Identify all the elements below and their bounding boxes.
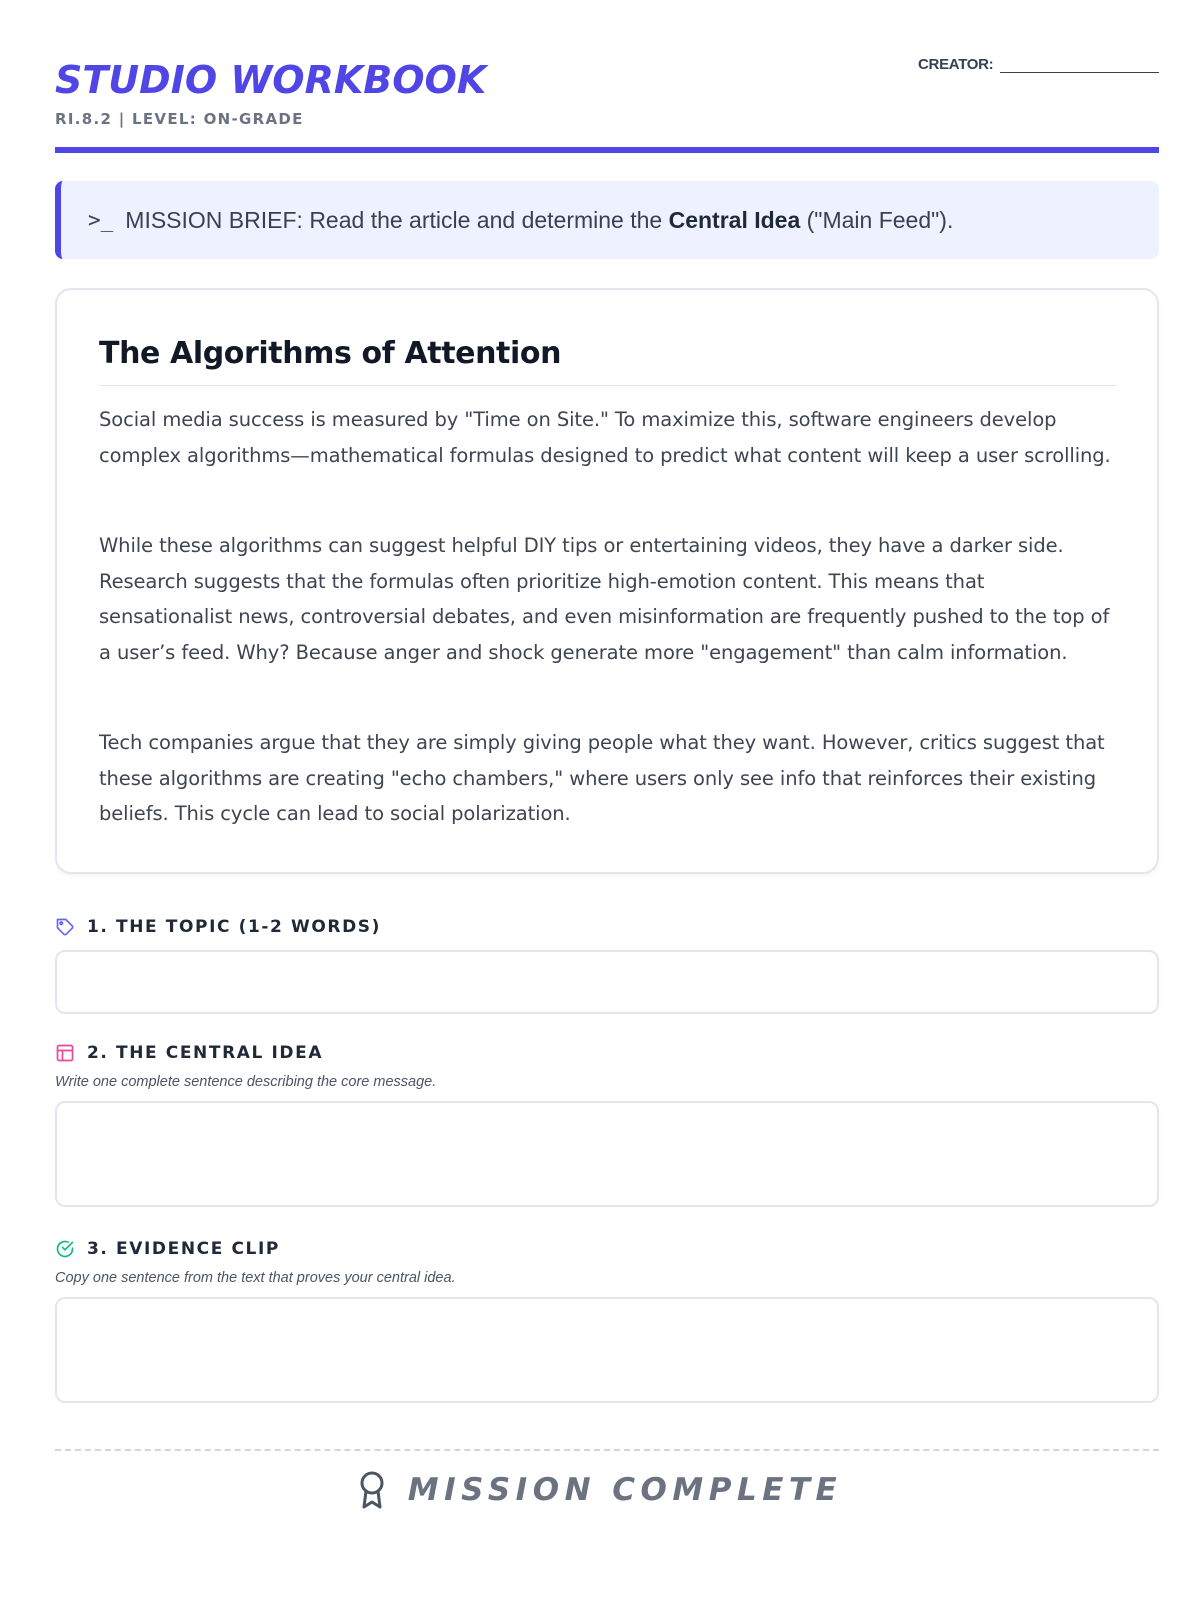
question-2-label (55, 1043, 323, 1063)
question-2-hint: Write one complete sentence describing the core message. (55, 1074, 437, 1090)
check-circle-icon (55, 1239, 75, 1259)
topic-answer-field[interactable] (55, 950, 1159, 1014)
terminal-prompt-icon: >_ (88, 208, 114, 232)
brief-prefix: MISSION BRIEF: Read the article and determine the (125, 206, 669, 233)
question-1-label (55, 917, 381, 937)
footer-divider (55, 1449, 1159, 1451)
brief-text (125, 207, 953, 234)
header-divider (55, 147, 1159, 153)
article-paragraph: While these algorithms can suggest helpful DIY tips or entertaining videos, they have a darker side. Research suggests that the formulas often prioritize high-emotion content. This means that sensationalist news, controversial debates, and even misinformation are frequently pushed to the top of a user’s feed. Why? Because anger and shock generate more "engagement" than calm information. (99, 534, 1110, 664)
article-title: The Algorithms of Attention (99, 336, 562, 371)
tag-icon (55, 917, 75, 937)
mission-complete-text: MISSION COMPLETE (407, 1472, 843, 1508)
footer (0, 1470, 1200, 1510)
article-paragraph: Social media success is measured by "Time on Site." To maximize this, software engineers develop complex algorithms—mathematical formulas designed to predict what content will keep a user scrolling. (99, 408, 1111, 467)
evidence-answer-field[interactable] (55, 1297, 1159, 1403)
question-3-label (55, 1239, 280, 1259)
page-title: STUDIO WORKBOOK (55, 58, 487, 102)
brief-emphasis: Central Idea (668, 206, 801, 233)
article-title-divider (99, 385, 1116, 386)
question-3-text: 3. EVIDENCE CLIP (87, 1239, 280, 1259)
article-paragraph: Tech companies argue that they are simply giving people what they want. However, critics suggest that these algorithms are creating "echo chambers," where users only see info that reinforces their existing beliefs. This cycle can lead to social polarization. (99, 731, 1105, 825)
article-card (55, 288, 1159, 874)
award-ribbon-icon (358, 1470, 386, 1510)
standard-level: RI.8.2 | LEVEL: ON-GRADE (55, 110, 304, 128)
layout-icon (55, 1043, 75, 1063)
creator-label: CREATOR: (918, 56, 994, 73)
question-3-hint: Copy one sentence from the text that proves your central idea. (55, 1270, 456, 1286)
central-idea-answer-field[interactable] (55, 1101, 1159, 1207)
creator-name-line[interactable] (1000, 72, 1159, 73)
mission-brief (55, 181, 1159, 259)
question-2-text: 2. THE CENTRAL IDEA (87, 1043, 324, 1063)
question-1-text: 1. THE TOPIC (1-2 WORDS) (87, 917, 382, 937)
brief-suffix: ("Main Feed"). (800, 206, 954, 233)
